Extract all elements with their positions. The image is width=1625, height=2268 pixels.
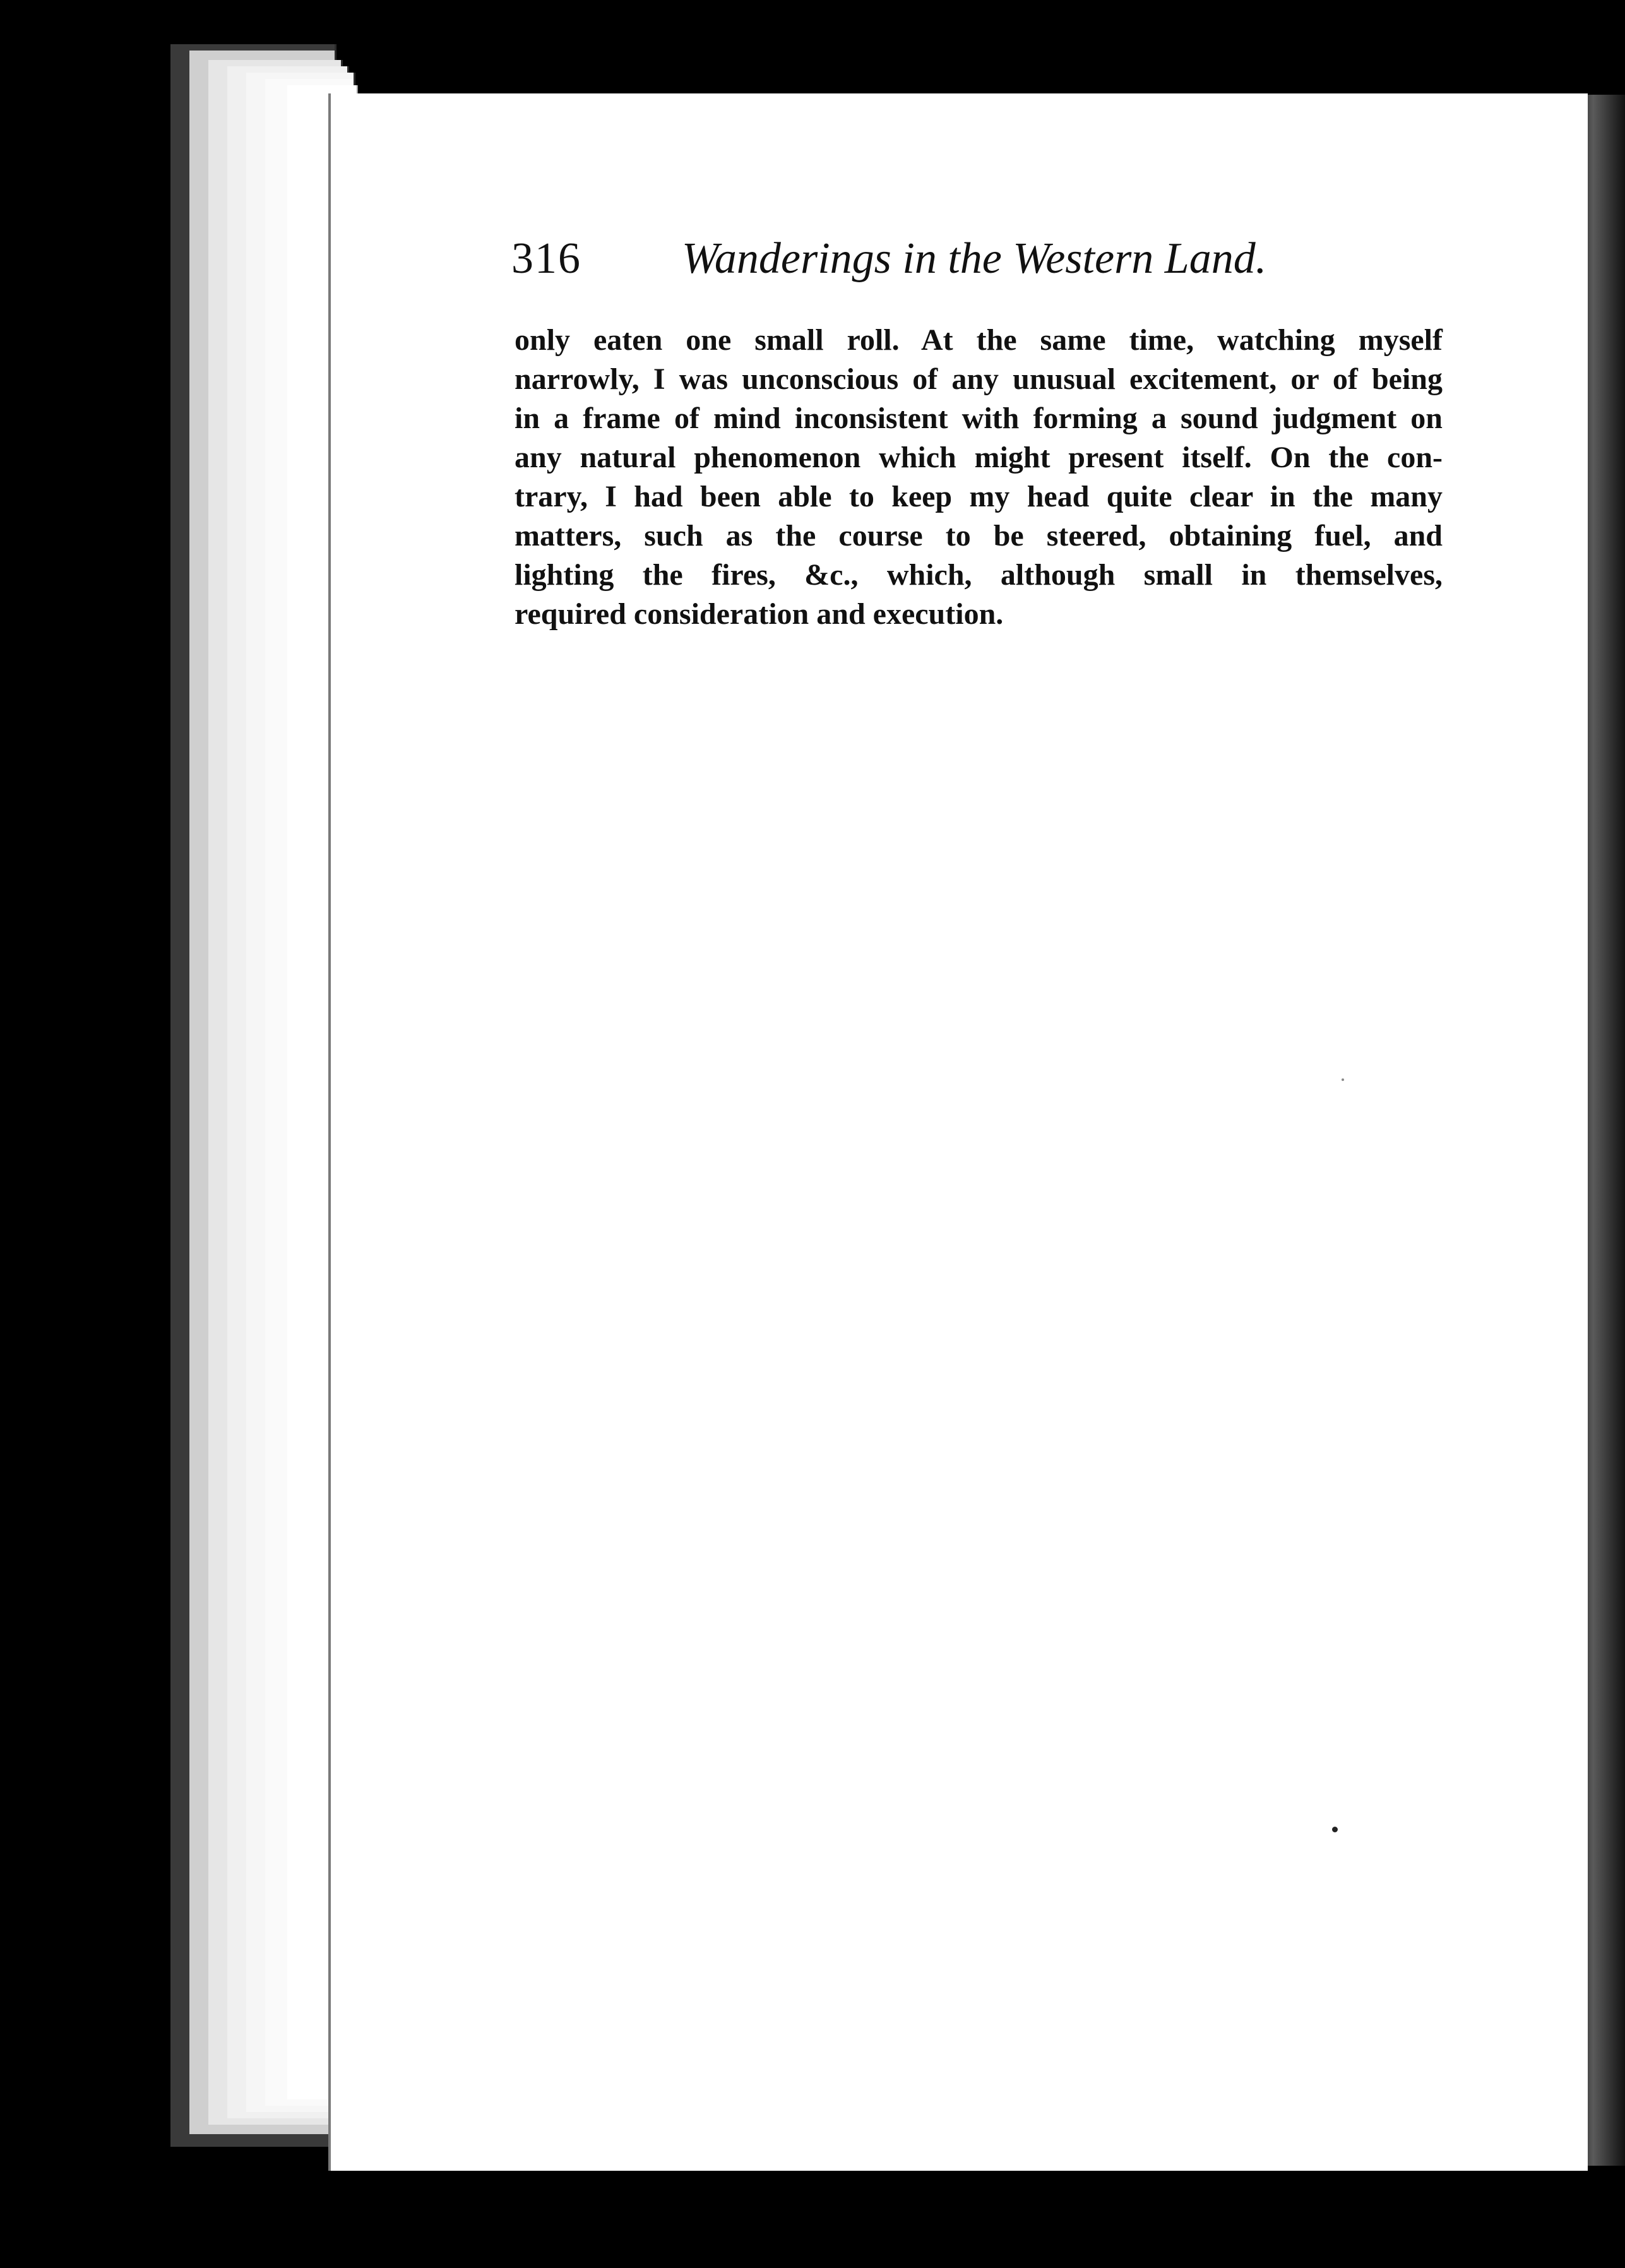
ink-speck xyxy=(1332,1827,1338,1832)
running-head xyxy=(511,234,1452,297)
page-sheet xyxy=(328,93,1588,2171)
text-line: trary, I had been able to keep my head quite clear in the many xyxy=(515,480,1443,513)
page-number: 316 xyxy=(511,234,581,283)
body-paragraph xyxy=(515,321,1443,634)
text-line: matters, such as the course to be steered, obtaining fuel, and xyxy=(515,519,1443,552)
text-line: lighting the fires, &c., which, although small in themselves, xyxy=(515,558,1443,592)
ink-speck xyxy=(1342,1078,1344,1081)
running-title: Wanderings in the Western Land. xyxy=(682,234,1267,283)
text-line: any natural phenomenon which might present itself. On the con- xyxy=(515,441,1443,474)
text-line: narrowly, I was unconscious of any unusual excitement, or of being xyxy=(515,362,1443,396)
text-line: only eaten one small roll. At the same time, watching myself xyxy=(515,323,1443,357)
text-line: in a frame of mind inconsistent with forming a sound judgment on xyxy=(515,402,1443,435)
text-line: required consideration and execution. xyxy=(515,597,1004,631)
